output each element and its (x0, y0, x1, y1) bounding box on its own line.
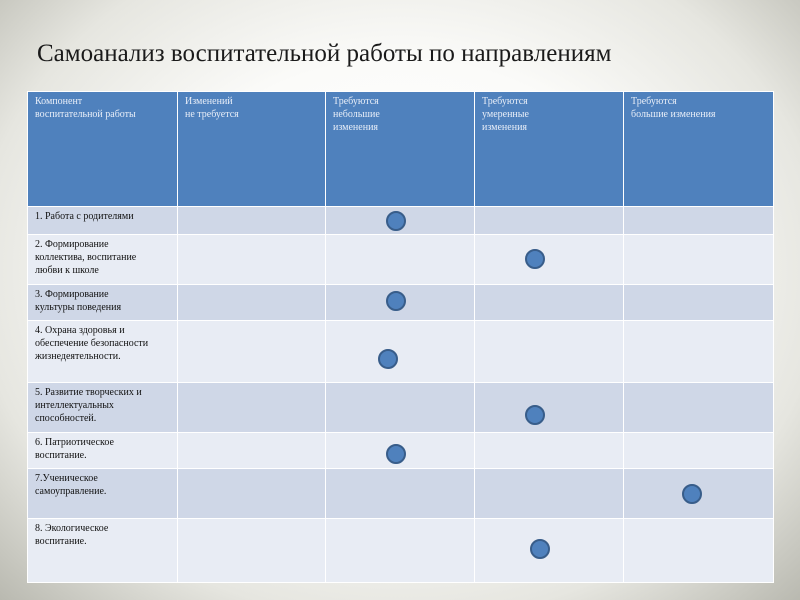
table-row (28, 469, 774, 519)
rating-cell (326, 207, 475, 235)
row-label-cell (28, 321, 178, 383)
rating-cell (326, 469, 475, 519)
rating-cell (624, 285, 774, 321)
table-row (28, 207, 774, 235)
selection-marker (386, 444, 406, 464)
slide-title: Самоанализ воспитательной работы по направлениям (37, 40, 612, 67)
header-component: Компонент воспитательной работы (28, 92, 178, 207)
row-label: 1. Работа с родителями (35, 211, 134, 222)
header-big-changes: Требуются большие изменения (624, 92, 774, 207)
rating-cell (178, 383, 326, 433)
rating-cell (326, 235, 475, 285)
rating-cell (326, 383, 475, 433)
row-label: 3. Формирование культуры поведения (35, 289, 122, 313)
rating-cell (624, 207, 774, 235)
rating-cell (624, 383, 774, 433)
row-label: 7.Ученическое самоуправление. (35, 473, 107, 497)
rating-cell (624, 469, 774, 519)
row-label-cell (28, 519, 178, 583)
row-label-cell (28, 383, 178, 433)
selection-marker (386, 291, 406, 311)
rating-cell (326, 285, 475, 321)
rating-cell (326, 519, 475, 583)
rating-cell (326, 433, 475, 469)
row-label: 5. Развитие творческих и интеллектуальных способностей. (35, 387, 142, 424)
rating-cell (178, 433, 326, 469)
header-no-changes: Изменений не требуется (178, 92, 326, 207)
row-label-cell (28, 433, 178, 469)
rating-cell (178, 207, 326, 235)
rating-cell (475, 285, 624, 321)
rating-cell (178, 321, 326, 383)
selection-marker (525, 249, 545, 269)
table-row (28, 383, 774, 433)
table-row (28, 321, 774, 383)
rating-cell (475, 207, 624, 235)
rating-cell (475, 519, 624, 583)
selection-marker (378, 349, 398, 369)
rating-cell (475, 235, 624, 285)
self-analysis-table (27, 91, 774, 583)
rating-cell (178, 469, 326, 519)
rating-cell (624, 519, 774, 583)
row-label-cell (28, 207, 178, 235)
rating-cell (326, 321, 475, 383)
rating-cell (624, 321, 774, 383)
rating-cell (475, 433, 624, 469)
header-row (28, 92, 774, 207)
header-moderate-changes: Требуются умеренные изменения (475, 92, 624, 207)
rating-cell (178, 235, 326, 285)
rating-cell (475, 469, 624, 519)
row-label: 4. Охрана здоровья и обеспечение безопасности жизнедеятельности. (35, 325, 149, 362)
rating-cell (475, 383, 624, 433)
rating-cell (624, 433, 774, 469)
table-row (28, 519, 774, 583)
row-label-cell (28, 285, 178, 321)
rating-cell (475, 321, 624, 383)
rating-cell (178, 519, 326, 583)
table-row (28, 235, 774, 285)
row-label-cell (28, 235, 178, 285)
row-label: 8. Экологическое воспитание. (35, 523, 109, 547)
header-small-changes: Требуются небольшие изменения (326, 92, 475, 207)
row-label: 6. Патриотическое воспитание. (35, 437, 114, 461)
rating-cell (624, 235, 774, 285)
selection-marker (525, 405, 545, 425)
table-row (28, 433, 774, 469)
selection-marker (682, 484, 702, 504)
rating-cell (178, 285, 326, 321)
row-label-cell (28, 469, 178, 519)
selection-marker (530, 539, 550, 559)
table-row (28, 285, 774, 321)
selection-marker (386, 211, 406, 231)
row-label: 2. Формирование коллектива, воспитание любви к школе (35, 239, 137, 276)
